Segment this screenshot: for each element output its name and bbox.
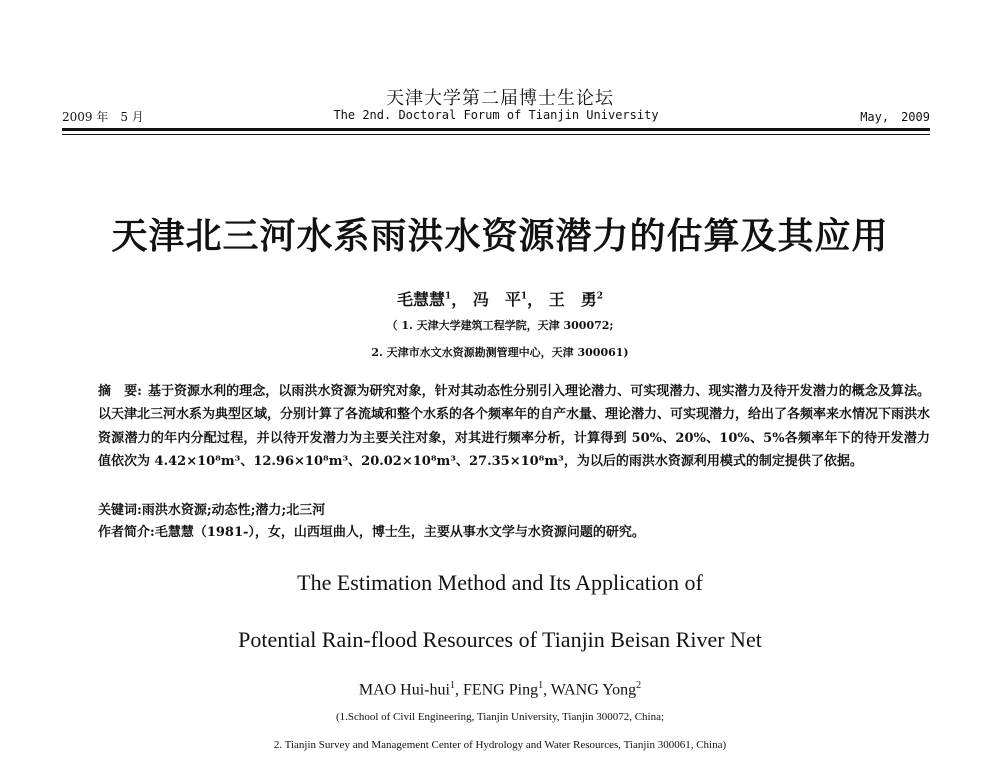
affiliation-cn-1: （ 1. 天津大学建筑工程学院，天津 300072;: [386, 319, 614, 332]
author-name-en: FENG Ping: [462, 681, 539, 699]
author-name-cn: 毛慧慧: [396, 290, 445, 309]
author-separator: ，: [451, 290, 468, 309]
paper-title-en-line1: The Estimation Method and Its Application of: [297, 570, 703, 595]
running-header-row: [62, 108, 930, 126]
author-affil-mark: 1: [538, 680, 544, 691]
author-affil-mark: 1: [520, 291, 528, 302]
affiliation-cn-2: 2. 天津市水文水资源勘测管理中心，天津 300061): [371, 346, 629, 359]
author-name-en: WANG Yong: [550, 681, 637, 699]
keywords-label: 关键词:: [98, 503, 142, 518]
header-rule-thin: [62, 134, 930, 135]
running-header-journal-en: The 2nd. Doctoral Forum of Tianjin University: [333, 108, 659, 122]
author-separator: ,: [543, 681, 551, 699]
running-header-date-en: May, 2009: [860, 110, 930, 124]
author-separator: ,: [454, 681, 463, 699]
abstract-label: 摘 要:: [98, 384, 142, 399]
running-header-date-cn: 2009 年 5 月: [62, 110, 144, 124]
author-note-label: 作者简介:: [98, 525, 155, 540]
author-note-cn: [98, 521, 930, 540]
author-affil-mark: 1: [445, 291, 452, 302]
author-name-cn: 王 勇: [548, 290, 597, 309]
author-list-cn: [0, 287, 1000, 310]
author-name-en: MAO Hui-hui: [358, 681, 450, 699]
author-affil-mark: 1: [449, 680, 455, 691]
affiliation-en-2: 2. Tianjin Survey and Management Center of Hydrology and Water Resources, Tianjin 300061, China): [273, 739, 727, 751]
paper-title-en-line2: Potential Rain-flood Resources of Tianjin Beisan River Net: [238, 627, 762, 652]
author-note-text: 毛慧慧（1981-），女，山西垣曲人，博士生，主要从事水文学与水资源问题的研究。: [154, 525, 645, 540]
abstract-cn: [98, 380, 930, 473]
author-list-en: [0, 680, 1000, 699]
keywords-text: 雨洪水资源;动态性;潜力;北三河: [141, 503, 326, 518]
keywords-cn: [98, 499, 930, 518]
abstract-text: 基于资源水利的理念，以雨洪水资源为研究对象，针对其动态性分别引入理论潜力、可实现潜力、现实潜力及待开发潜力的概念及算法。以天津北三河水系为典型区域，分别计算了各流域和整个水系的各个频率年的自产水量、理论潜力、可实现潜力，给出了各频率来水情况下雨洪水资源潜力的年内分配过程，并以待开发潜力为主要关注对象，对其进行频率分析，计算得到 50%、20%、10%、5%各频率年下的待开发潜力值依次为 4.42×10⁸m³、12.96×10⁸m³、20.02×10⁸m³、27.35×10⁸m³，为以后的雨洪水资源利用模式的制定提供了依据。: [98, 384, 931, 469]
author-separator: ，: [527, 290, 544, 309]
affiliation-en-1: (1.School of Civil Engineering, Tianjin University, Tianjin 300072, China;: [335, 711, 665, 723]
author-name-cn: 冯 平: [472, 290, 521, 309]
running-header-journal-cn: 天津大学第二届博士生论坛: [386, 88, 614, 109]
author-affil-mark: 2: [636, 680, 642, 691]
author-affil-mark: 2: [596, 291, 604, 302]
paper-title-cn: 天津北三河水系雨洪水资源潜力的估算及其应用: [111, 216, 889, 257]
header-rule-thick: [62, 128, 930, 131]
